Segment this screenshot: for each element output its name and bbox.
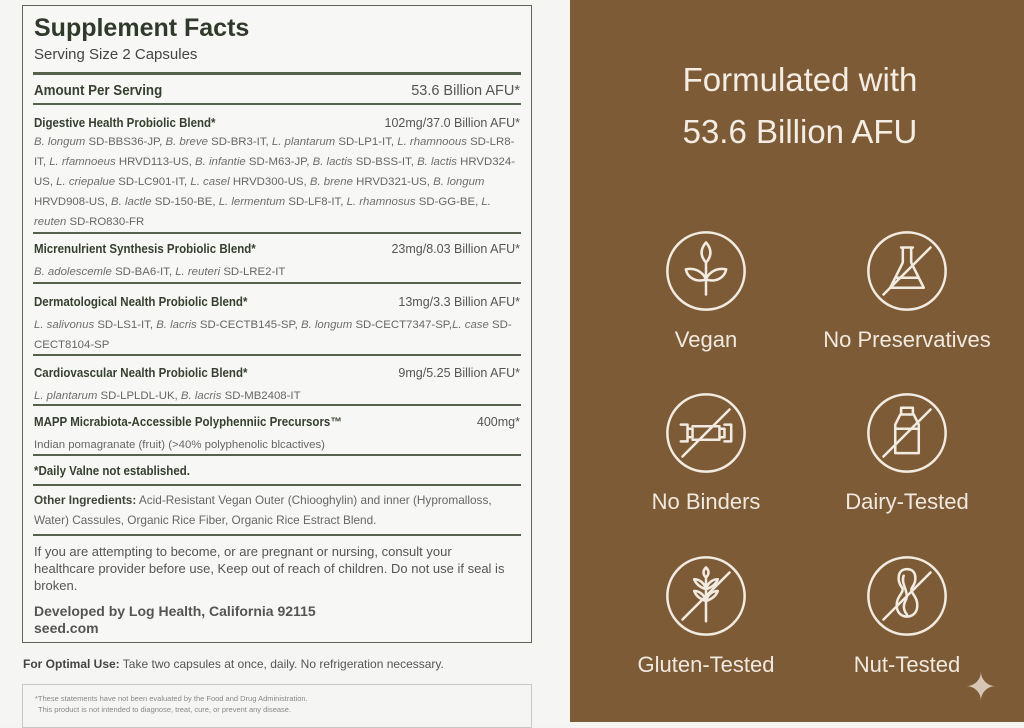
- strain-species: L. lermentum: [218, 196, 286, 208]
- disclaimer-line: This product is not intended to diagnose, treat, cure, or prevent any disease.: [38, 705, 292, 714]
- divider: [33, 354, 521, 356]
- blend-name: MAPP Micrabiota-Accessible Polyphenniic Precursors™: [34, 415, 342, 429]
- strain-species: L. reuteri: [175, 266, 221, 278]
- strain-species: B. longum: [300, 319, 353, 331]
- strain-species: L. plantarum: [34, 390, 98, 402]
- strain-code: SD-LPLDL-UK,: [100, 390, 181, 402]
- strain-species: B. lactis: [312, 156, 353, 168]
- daily-value-note: [34, 464, 520, 478]
- daily-value-text: *Daily Valne not established.: [34, 464, 190, 478]
- divider: [33, 454, 521, 456]
- badge-label: No Preservatives: [823, 327, 991, 352]
- badge-dairy-tested: [797, 391, 1017, 515]
- website: seed.com: [34, 620, 99, 636]
- strain-code: HRVD321-US,: [356, 176, 434, 188]
- fda-disclaimer: [22, 684, 532, 728]
- serving-size: Serving Size 2 Capsules: [34, 46, 198, 63]
- no-binder-icon: [664, 391, 748, 475]
- strain-species: B. lacris: [156, 319, 197, 331]
- strain-species: B. longum: [34, 136, 86, 148]
- strain-code: SD-LP1-IT,: [338, 136, 398, 148]
- promo-headline: [570, 54, 1024, 158]
- blend-amount: 23mg/8.03 Billion AFU*: [391, 242, 520, 256]
- blend-header: [34, 295, 520, 309]
- sparkle-icon: ✦: [965, 667, 997, 709]
- strain-species: L. reuten: [34, 196, 491, 228]
- badge-label: No Binders: [651, 489, 761, 514]
- strain-code: SD-CECT8104-SP: [34, 319, 512, 351]
- blend-amount: 9mg/5.25 Billion AFU*: [398, 366, 520, 380]
- strain-species: L. rfamnoeus: [49, 156, 116, 168]
- optimal-use-label: For Optimal Use:: [23, 657, 120, 671]
- strain-code: SD-LS1-IT,: [97, 319, 157, 331]
- strain-code: SD-LRE2-IT: [223, 266, 286, 278]
- strain-species: B. longum: [433, 176, 485, 188]
- amount-header: Amount Per Serving: [34, 83, 163, 99]
- other-ingredients-label: Other Ingredients:: [34, 493, 137, 507]
- divider: [33, 72, 521, 75]
- strain-code: SD-CECT7347-SP,: [355, 319, 453, 331]
- blend-strains: [34, 132, 517, 232]
- blend-name: Digestive Health Probiolic Blend*: [34, 116, 216, 130]
- promo-panel: [570, 0, 1024, 722]
- strain-species: B. lacris: [180, 390, 222, 402]
- blend-header: [34, 242, 520, 256]
- strain-species: B. infantie: [195, 156, 246, 168]
- blend-strains: [34, 386, 517, 406]
- blend-amount: 13mg/3.3 Billion AFU*: [398, 295, 520, 309]
- divider: [33, 484, 521, 486]
- strain-species: B. lactis: [417, 156, 457, 168]
- strain-species: B. adolescemle: [34, 266, 112, 278]
- blend-amount: 102mg/37.0 Billion AFU*: [384, 116, 520, 130]
- blend-strains: [34, 435, 517, 455]
- badge-label: Vegan: [674, 327, 738, 352]
- blend-amount: 400mg*: [476, 415, 520, 429]
- badge-gluten-tested: [596, 554, 816, 678]
- strain-code: SD-BBS36-JP,: [88, 136, 166, 148]
- badge-label: Dairy-Tested: [845, 489, 969, 514]
- headline-line-1: Formulated with: [682, 61, 918, 98]
- warning-text: If you are attempting to become, or are pregnant or nursing, consult your healthcare provider before use, Keep out of reach of children. Do not use if seal is broken.: [34, 544, 505, 593]
- strain-code: SD-LR8-IT,: [34, 136, 515, 168]
- no-peanut-icon: [865, 554, 949, 638]
- blend-name: Micrenulrient Synthesis Probiolic Blend*: [34, 242, 256, 256]
- blend-header: [34, 415, 520, 429]
- strain-code: SD-CECTB145-SP,: [199, 319, 301, 331]
- developer-info: Developed by Log Health, California 92115: [34, 603, 316, 619]
- label-title: Supplement Facts: [34, 14, 250, 42]
- strain-code: HRVD324-US,: [34, 156, 516, 188]
- strain-code: SD-LC901-IT,: [118, 176, 191, 188]
- strain-species: B. brene: [309, 176, 353, 188]
- blend-header: [34, 366, 520, 380]
- strain-species: B. lactle: [111, 196, 152, 208]
- other-ingredients: [34, 490, 517, 530]
- badge-no-preservatives: [797, 229, 1017, 353]
- blend-name: Cardiovascular Nealth Probiolic Blend*: [34, 366, 248, 380]
- divider: [33, 404, 521, 406]
- strain-code: SD-M63-JP,: [248, 156, 313, 168]
- other-ingredients-text: Acid-Resistant Vegan Outer (Chiooghylin) and inner (Hypromalloss, Water) Cassules, Organic Rice Fiber, Organic Rice Estract Blend.: [34, 493, 492, 527]
- divider: [33, 232, 521, 234]
- no-wheat-icon: [664, 554, 748, 638]
- blend-header: [34, 116, 520, 130]
- strain-code: SD-GG-BE,: [418, 196, 482, 208]
- strain-code: HRVD113-US,: [118, 156, 196, 168]
- headline-line-2: 53.6 Billion AFU: [682, 113, 918, 150]
- plant-icon: [664, 229, 748, 313]
- divider: [33, 534, 521, 536]
- strain-code: SD-BR3-IT,: [211, 136, 272, 148]
- supplement-facts-label: [22, 5, 532, 643]
- badge-label: Gluten-Tested: [637, 652, 775, 677]
- disclaimer-line: *These statements have not been evaluated by the Food and Drug Administration.: [35, 694, 308, 703]
- blend-strains: [34, 262, 517, 282]
- strain-code: SD-LF8-IT,: [288, 196, 347, 208]
- blend-name: Dermatological Nealth Probiolic Blend*: [34, 295, 248, 309]
- optimal-use-text: Take two capsules at once, daily. No refrigeration necessary.: [119, 657, 444, 671]
- strain-code: SD-MB2408-IT: [224, 390, 301, 402]
- strain-code: SD-150-BE,: [154, 196, 219, 208]
- strain-species: L. casel: [190, 176, 230, 188]
- optimal-use: [23, 657, 444, 671]
- divider: [33, 103, 521, 105]
- strain-species: B. breve: [165, 136, 208, 148]
- no-milk-icon: [865, 391, 949, 475]
- strain-code: SD-BA6-IT,: [115, 266, 176, 278]
- strain-code: HRVD300-US,: [232, 176, 310, 188]
- amount-row: [34, 83, 520, 99]
- strain-code: HRVD908-US,: [34, 196, 112, 208]
- strain-species: L. rhamnoous: [397, 136, 467, 148]
- badge-no-binders: [596, 391, 816, 515]
- strain-code: SD-BSS-IT,: [355, 156, 418, 168]
- badge-label: Nut-Tested: [853, 652, 961, 677]
- amount-value: 53.6 Billion AFU*: [411, 83, 520, 99]
- strain-species: L. case: [452, 319, 489, 331]
- strain-code: Indian pomagranate (fruit) (>40% polyphenolic blcactives): [34, 439, 325, 451]
- strain-species: L. criepalue: [56, 176, 116, 188]
- strain-species: L. salivonus: [34, 319, 95, 331]
- no-flask-icon: [865, 229, 949, 313]
- divider: [33, 282, 521, 284]
- blend-strains: [34, 315, 517, 355]
- strain-code: SD-RO830-FR: [69, 216, 145, 228]
- badge-vegan: [596, 229, 816, 353]
- badge-nut-tested: [797, 554, 1017, 678]
- strain-species: L. rhamnosus: [346, 196, 416, 208]
- strain-species: L. plantarum: [271, 136, 336, 148]
